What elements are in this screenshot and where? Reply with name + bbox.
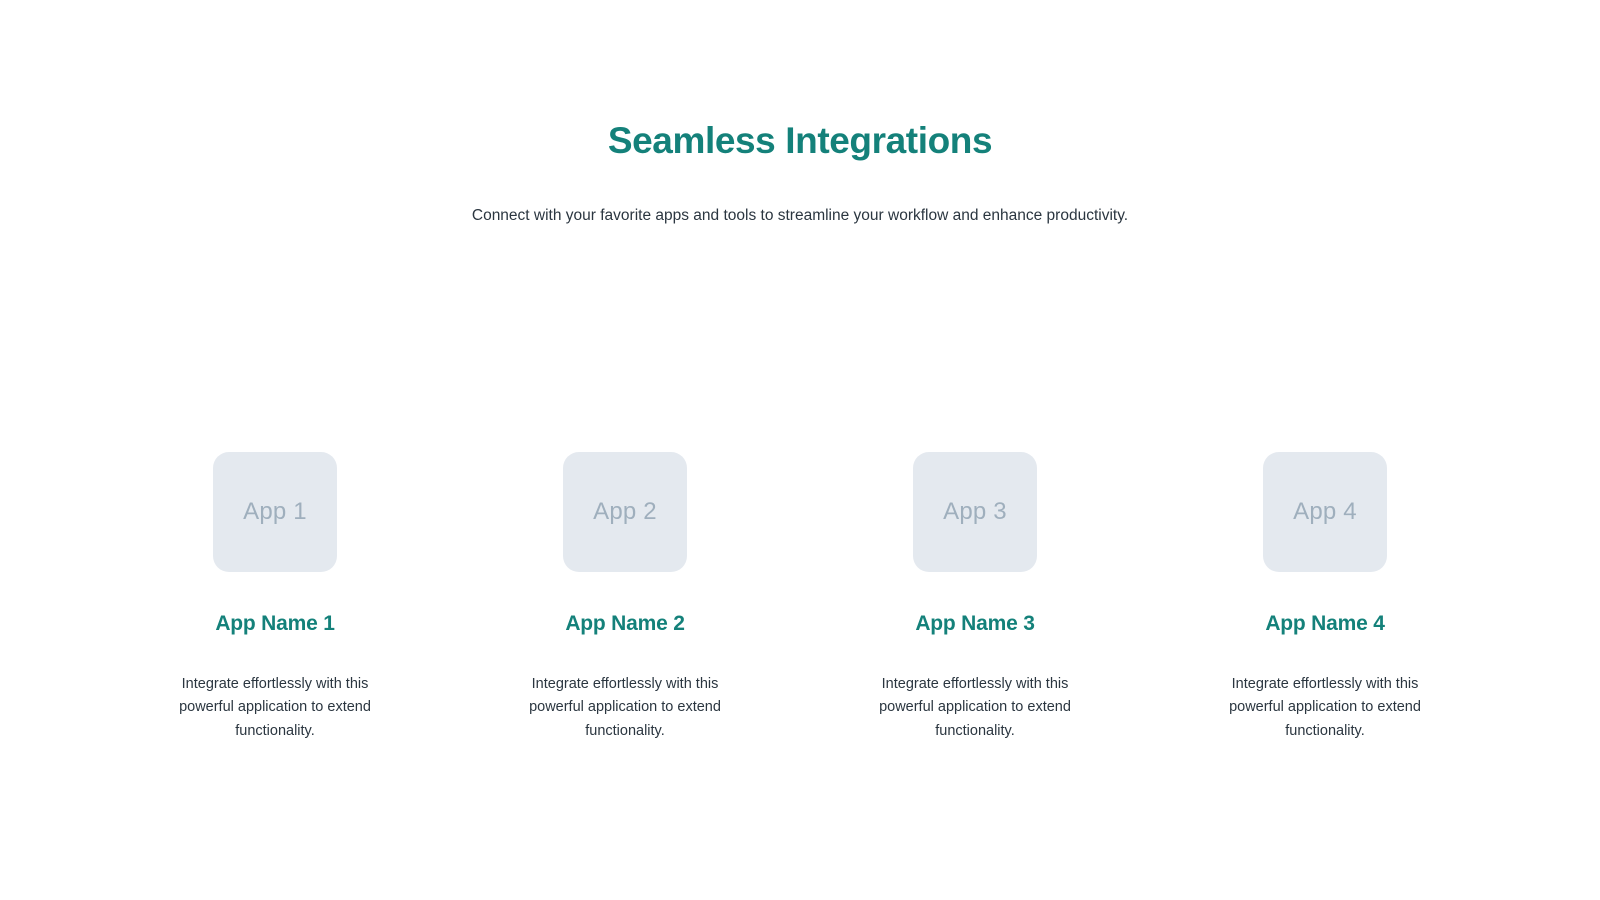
app-description: Integrate effortlessly with this powerful application to extend functionality. (179, 676, 371, 739)
app-logo-label: App 2 (593, 498, 657, 525)
integration-card-list (0, 452, 1600, 743)
app-logo-tile (1263, 452, 1387, 572)
app-description: Integrate effortlessly with this powerful application to extend functionality. (1229, 676, 1421, 739)
app-logo-label: App 3 (943, 498, 1007, 525)
app-logo-tile (913, 452, 1037, 572)
app-description: Integrate effortlessly with this powerful application to extend functionality. (529, 676, 721, 739)
app-name: App Name 1 (215, 612, 335, 635)
app-logo-tile (213, 452, 337, 572)
page-subtitle: Connect with your favorite apps and tools to streamline your workflow and enhance productivity. (471, 207, 1129, 225)
integration-card[interactable] (1205, 452, 1445, 743)
app-logo-tile (563, 452, 687, 572)
page-title: Seamless Integrations (607, 120, 993, 161)
section-header (0, 0, 1600, 228)
app-logo-label: App 1 (243, 498, 307, 525)
integration-card[interactable] (855, 452, 1095, 743)
integration-card[interactable] (505, 452, 745, 743)
app-description: Integrate effortlessly with this powerful application to extend functionality. (879, 676, 1071, 739)
app-name: App Name 2 (565, 612, 685, 635)
integration-card[interactable] (155, 452, 395, 743)
app-logo-label: App 4 (1293, 498, 1357, 525)
app-name: App Name 4 (1265, 612, 1385, 635)
app-name: App Name 3 (915, 612, 1035, 635)
